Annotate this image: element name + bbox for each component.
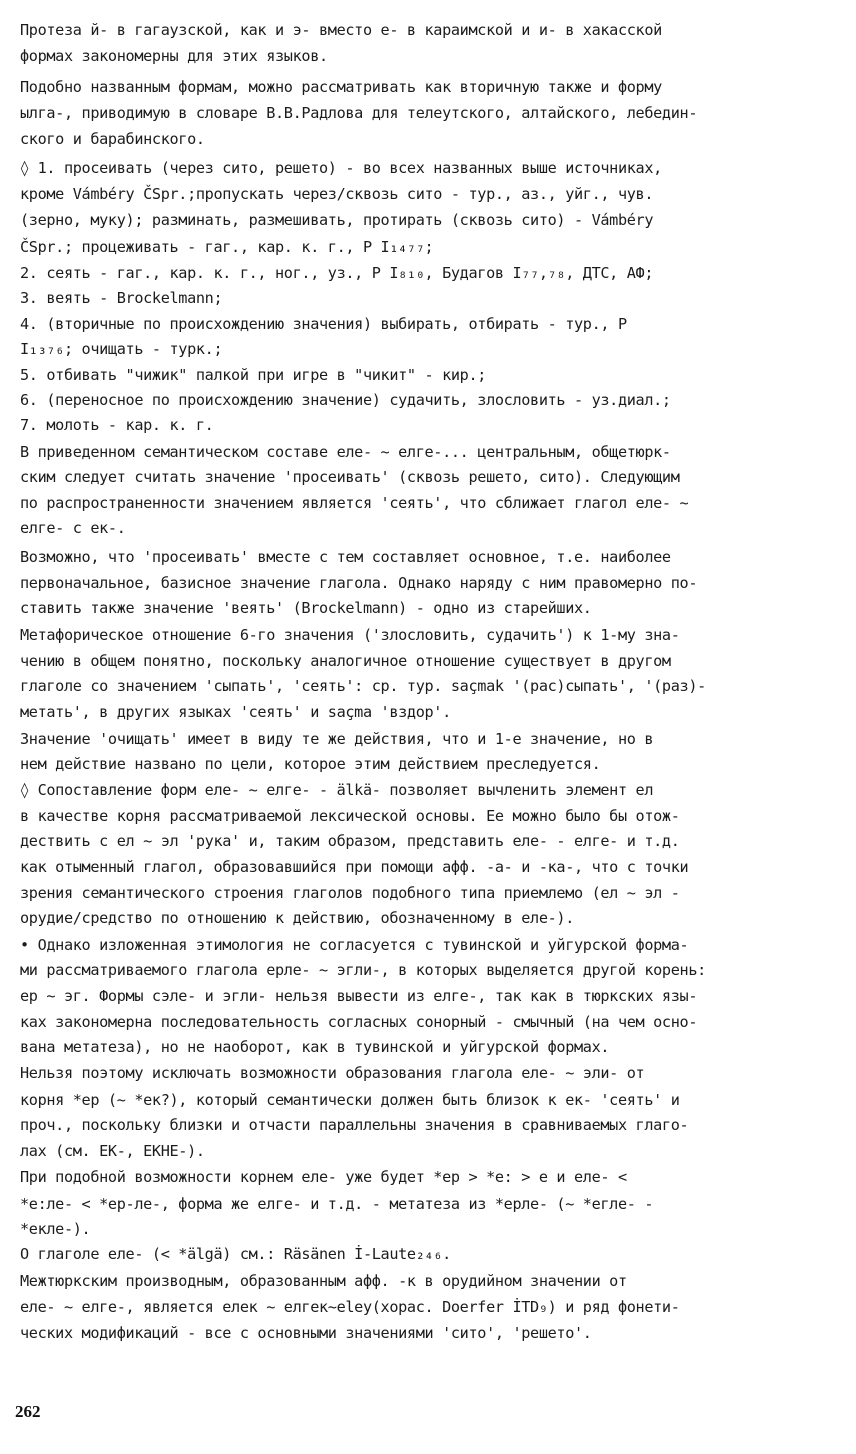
text-line: ского и барабинского. (20, 130, 205, 148)
text-line: ках закономерна последовательность согласных сонорный - смычный (на чем осно- (20, 1013, 698, 1031)
text-line: Метафорическое отношение 6-го значения ('злословить, судачить') к 1-му зна- (20, 626, 680, 644)
text-line: ылга-, приводимую в словаре В.В.Радлова для телеутского, алтайского, лебедин- (20, 104, 698, 122)
text-line: первоначальное, базисное значение глагола. Однако наряду с ним правомерно по- (20, 574, 698, 592)
text-line: Протеза й- в гагаузской, как и э- вместо е- в караимской и и- в хакасской (20, 21, 662, 39)
text-line: 3. веять - Brockelmann; (20, 289, 223, 307)
text-line: лах (см. ЕК-, ЕКНЕ-). (20, 1142, 205, 1160)
text-line: (зерно, муку); разминать, размешивать, протирать (сквозь сито) - Vámbéry (20, 211, 654, 229)
text-line: зрения семантического строения глаголов подобного типа приемлемо (ел ~ эл - (20, 884, 680, 902)
text-line: кроме Vámbéry ČSpr.;пропускать через/сквозь сито - тур., аз., уйг., чув. (20, 185, 654, 203)
text-line: 4. (вторичные по происхождению значения) выбирать, отбирать - тур., Р (20, 315, 627, 333)
text-line: чению в общем понятно, поскольку аналогичное отношение существует в другом (20, 652, 671, 670)
text-line: ставить также значение 'веять' (Brockelmann) - одно из старейших. (20, 599, 592, 617)
text-line: 6. (переносное по происхождению значение) судачить, злословить - уз.диал.; (20, 391, 671, 409)
text-line: *екле-). (20, 1220, 91, 1238)
text-line: О глаголе еле- (< *älgä) см.: Räsänen İ-Laute₂₄₆. (20, 1245, 451, 1263)
text-line: глаголе со значением 'сыпать', 'сеять': ср. тур. saçmak '(рас)сыпать', '(раз)- (20, 677, 706, 695)
text-line: В приведенном семантическом составе еле- ~ елге-... центральным, общетюрк- (20, 443, 671, 461)
text-line: дествить с ел ~ эл 'рука' и, таким образом, представить еле- - елге- и т.д. (20, 832, 680, 850)
text-line: 7. молоть - кар. к. г. (20, 416, 214, 434)
text-line: Подобно названным формам, можно рассматривать как вторичную также и форму (20, 78, 662, 96)
text-line: еле- ~ елге-, является елек ~ елгек~eley(хорас. Doerfer İTD₉) и ряд фонети- (20, 1298, 680, 1316)
text-line: вана метатеза), но не наоборот, как в тувинской и уйгурской формах. (20, 1038, 610, 1056)
text-line: ◊ Сопоставление форм еле- ~ елге- - älkä- позволяет вычленить элемент ел (20, 781, 654, 799)
text-line: При подобной возможности корнем еле- уже будет *ер > *е: > е и еле- < (20, 1168, 627, 1186)
text-line: Нельзя поэтому исключать возможности образования глагола еле- ~ эли- от (20, 1064, 645, 1082)
text-line: орудие/средство по отношению к действию, обозначенному в еле-). (20, 909, 575, 927)
text-line: 2. сеять - гаг., кар. к. г., ног., уз., Р I₈₁₀, Будагов I₇₇,₇₈, ДТС, АФ; (20, 264, 654, 282)
text-line: ским следует считать значение 'просеивать' (сквозь решето, сито). Следующим (20, 468, 680, 486)
text-line: Возможно, что 'просеивать' вместе с тем составляет основное, т.е. наиболее (20, 548, 671, 566)
text-line: метать', в других языках 'сеять' и saçma 'вздор'. (20, 703, 451, 721)
text-line: 5. отбивать "чижик" палкой при игре в "чикит" - кир.; (20, 366, 487, 384)
text-line: Значение 'очищать' имеет в виду те же действия, что и 1-е значение, но в (20, 730, 654, 748)
text-line: елге- с ек-. (20, 519, 126, 537)
page-number: 262 (15, 1402, 41, 1421)
text-line: в качестве корня рассматриваемой лексической основы. Ее можно было бы отож- (20, 807, 680, 825)
text-line: корня *ер (~ *ек?), который семантически должен быть близок к ек- 'сеять' и (20, 1091, 680, 1109)
text-line: ческих модификаций - все с основными значениями 'сито', 'решето'. (20, 1324, 592, 1342)
text-line: по распространенности значением является 'сеять', что сближает глагол еле- ~ (20, 494, 689, 512)
text-line: как отыменный глагол, образовавшийся при помощи афф. -а- и -ка-, что с точки (20, 858, 689, 876)
text-line: ČSpr.; процеживать - гаг., кар. к. г., Р I₁₄₇₇; (20, 238, 434, 256)
text-line: • Однако изложенная этимология не согласуется с тувинской и уйгурской форма- (20, 936, 689, 954)
text-line: формах закономерны для этих языков. (20, 47, 328, 65)
text-line: *е:ле- < *ер-ле-, форма же елге- и т.д. - метатеза из *ерле- (~ *егле- - (20, 1195, 654, 1213)
text-line: Межтюркским производным, образованным афф. -к в орудийном значении от (20, 1272, 627, 1290)
text-line: нем действие названо по цели, которое этим действием преследуется. (20, 755, 601, 773)
text-line: проч., поскольку близки и отчасти параллельны значения в сравниваемых глаго- (20, 1116, 689, 1134)
text-line: ◊ 1. просеивать (через сито, решето) - во всех названных выше источниках, (20, 159, 662, 177)
text-line: ми рассматриваемого глагола ерле- ~ эгли-, в которых выделяется другой корень: (20, 961, 706, 979)
text-line: I₁₃₇₆; очищать - турк.; (20, 340, 223, 358)
text-line: ер ~ эг. Формы сэле- и эгли- нельзя вывести из елге-, так как в тюркских язы- (20, 987, 698, 1005)
